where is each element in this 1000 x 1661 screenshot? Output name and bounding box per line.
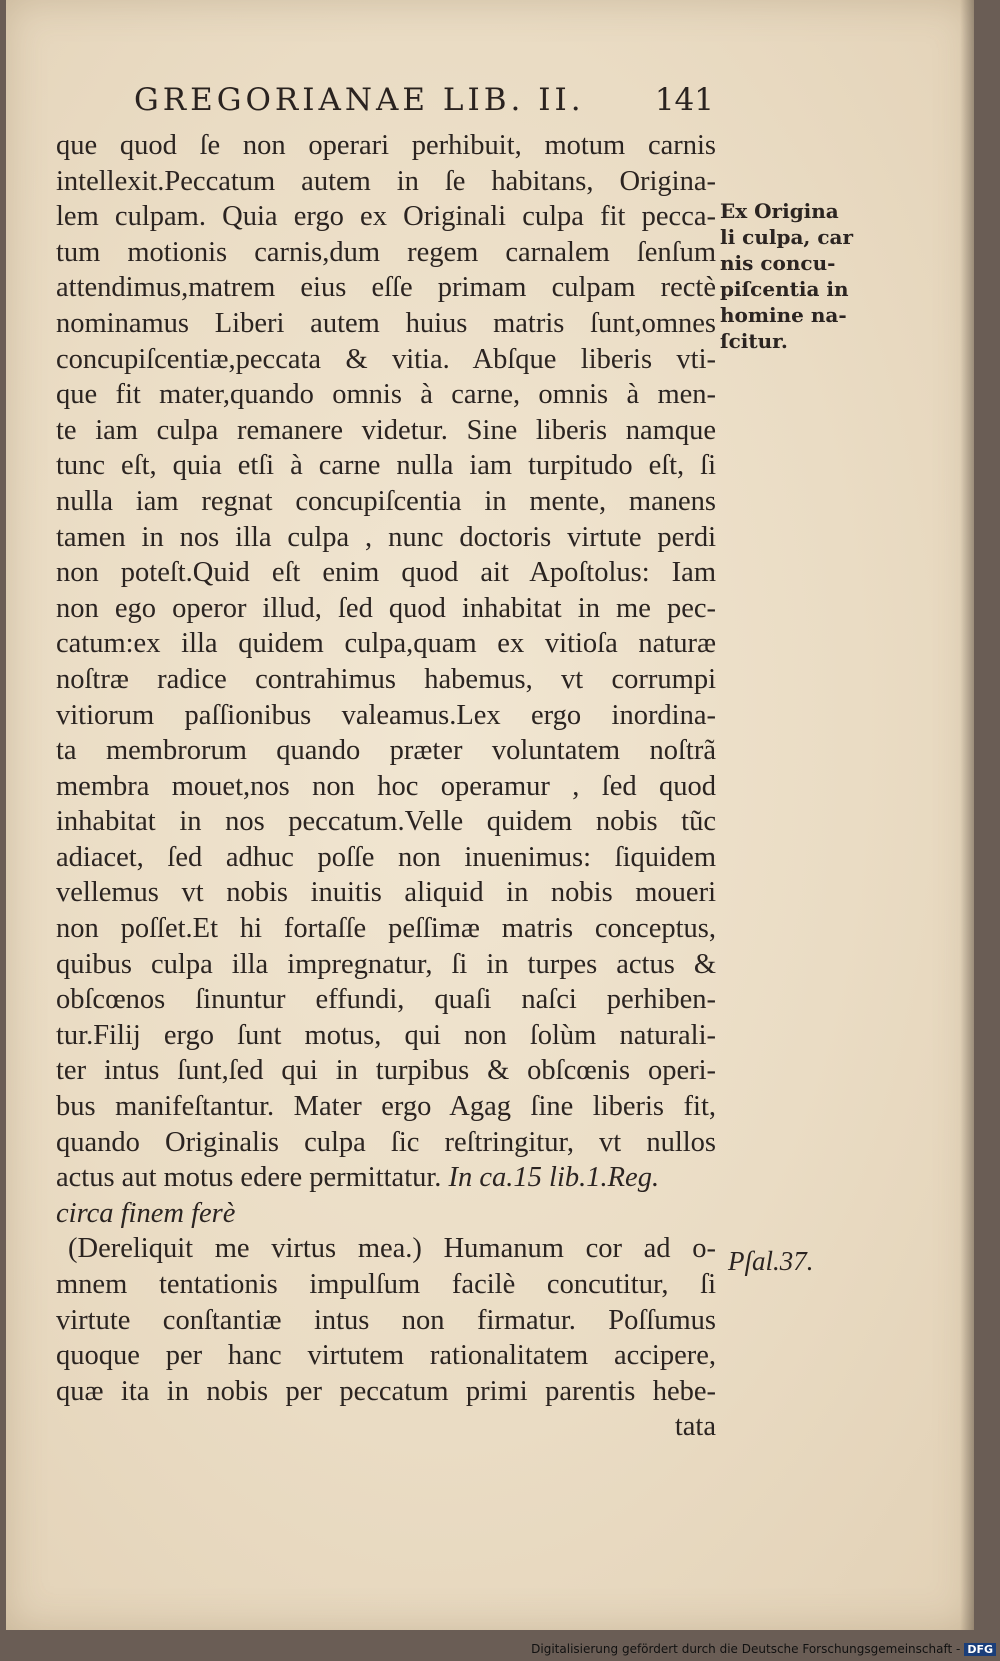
text-line: vellemus vt nobis inuitis aliquid in nobis moueri [56, 877, 716, 909]
text-line: quæ ita in nobis per peccatum primi parentis hebe- [56, 1375, 716, 1407]
text-line: inhabitat in nos peccatum.Velle quidem nobis tũc [56, 806, 716, 838]
text-line: (Dereliquit me virtus mea.) Humanum cor ad o- [68, 1233, 716, 1265]
citation-reference: In ca.15 lib.1.Reg. [448, 1162, 660, 1194]
text-line: intellexit.Peccatum autem in ſe habitans, Origina- [56, 165, 716, 197]
text-line: membra mouet,nos non hoc operamur , ſed quod [56, 770, 716, 802]
marginal-note-line: piſcentia in [720, 277, 849, 301]
page-number: 141 [654, 82, 714, 118]
main-text-block [56, 128, 716, 1445]
text-line-with-citation [56, 1160, 716, 1196]
marginal-note-line: ſcitur. [720, 329, 788, 353]
text-line: non poſſet.Et hi fortaſſe peſſimæ matris conceptus, [56, 913, 716, 945]
text-line: tunc eſt, quia etſi à carne nulla iam turpitudo eſt, ſi [56, 450, 716, 482]
credit-text: Digitalisierung gefördert durch die Deutsche Forschungsgemeinschaft - [531, 1642, 961, 1656]
marginal-psalm-reference: Pſal.37. [728, 1246, 814, 1276]
text-line: attendimus,matrem eius eſſe primam culpam rectè [56, 272, 716, 304]
text-line: virtute conſtantiæ intus non firmatur. Poſſumus [56, 1304, 716, 1336]
running-title: GREGORIANAE LIB. II. [134, 82, 585, 118]
citation-continuation: circa finem ferè [56, 1197, 236, 1229]
gutter-shadow [960, 0, 974, 1630]
text-line-end: actus aut motus edere permittatur. [56, 1162, 442, 1194]
text-line: non ego operor illud, ſed quod inhabitat in me pec- [56, 592, 716, 624]
text-line: que quod ſe non operari perhibuit, motum carnis [56, 130, 716, 161]
text-line: te iam culpa remanere videtur. Sine liberis namque [56, 414, 716, 446]
text-line: que fit mater,quando omnis à carne, omnis à men- [56, 379, 716, 411]
text-line: non poteſt.Quid eſt enim quod ait Apoſtolus: Iam [56, 557, 716, 589]
text-line: nulla iam regnat concupiſcentia in mente, manens [56, 485, 716, 517]
dfg-logo: DFG [964, 1643, 996, 1656]
marginal-note [720, 198, 870, 354]
text-line: tamen in nos illa culpa , nunc doctoris virtute perdi [56, 521, 716, 553]
text-line: catum:ex illa quidem culpa,quam ex vitioſa naturæ [56, 628, 716, 660]
text-line: concupiſcentiæ,peccata & vitia. Abſque liberis vti- [56, 343, 716, 375]
text-line: quibus culpa illa impregnatur, ſi in turpes actus & [56, 948, 716, 980]
book-page [6, 0, 974, 1630]
text-line: bus manifeſtantur. Mater ergo Agag ſine liberis fit, [56, 1091, 716, 1123]
text-line: nominamus Liberi autem huius matris ſunt,omnes [56, 307, 716, 339]
text-line: quando Originalis culpa ſic reſtringitur, vt nullos [56, 1126, 716, 1158]
text-line: tur.Filij ergo ſunt motus, qui non ſolùm naturali- [56, 1019, 716, 1051]
text-line: obſcœnos ſinuntur effundi, quaſi naſci perhiben- [56, 984, 716, 1016]
running-head [134, 82, 714, 122]
text-line: tum motionis carnis,dum regem carnalem ſenſum [56, 236, 716, 268]
text-line: quoque per hanc virtutem rationalitatem accipere, [56, 1340, 716, 1372]
text-line: ta membrorum quando præter voluntatem noſtrã [56, 735, 716, 767]
marginal-note-line: li culpa, car [720, 225, 854, 249]
text-line: noſtræ radice contrahimus habemus, vt corrumpi [56, 663, 716, 695]
digitization-credit [531, 1642, 996, 1656]
text-line: ter intus ſunt,ſed qui in turpibus & obſcœnis operi- [56, 1055, 716, 1087]
text-line: adiacet, ſed adhuc poſſe non inuenimus: ſiquidem [56, 841, 716, 873]
text-line: vitiorum paſſionibus valeamus.Lex ergo inordina- [56, 699, 716, 731]
text-line: mnem tentationis impulſum facilè concutitur, ſi [56, 1269, 716, 1300]
marginal-note-line: nis concu- [720, 251, 836, 275]
marginal-note-line: homine na- [720, 303, 847, 327]
text-line: lem culpam. Quia ergo ex Originali culpa fit pecca- [56, 201, 716, 233]
marginal-note-line: Ex Origina [720, 199, 839, 223]
catchword: tata [674, 1411, 716, 1443]
